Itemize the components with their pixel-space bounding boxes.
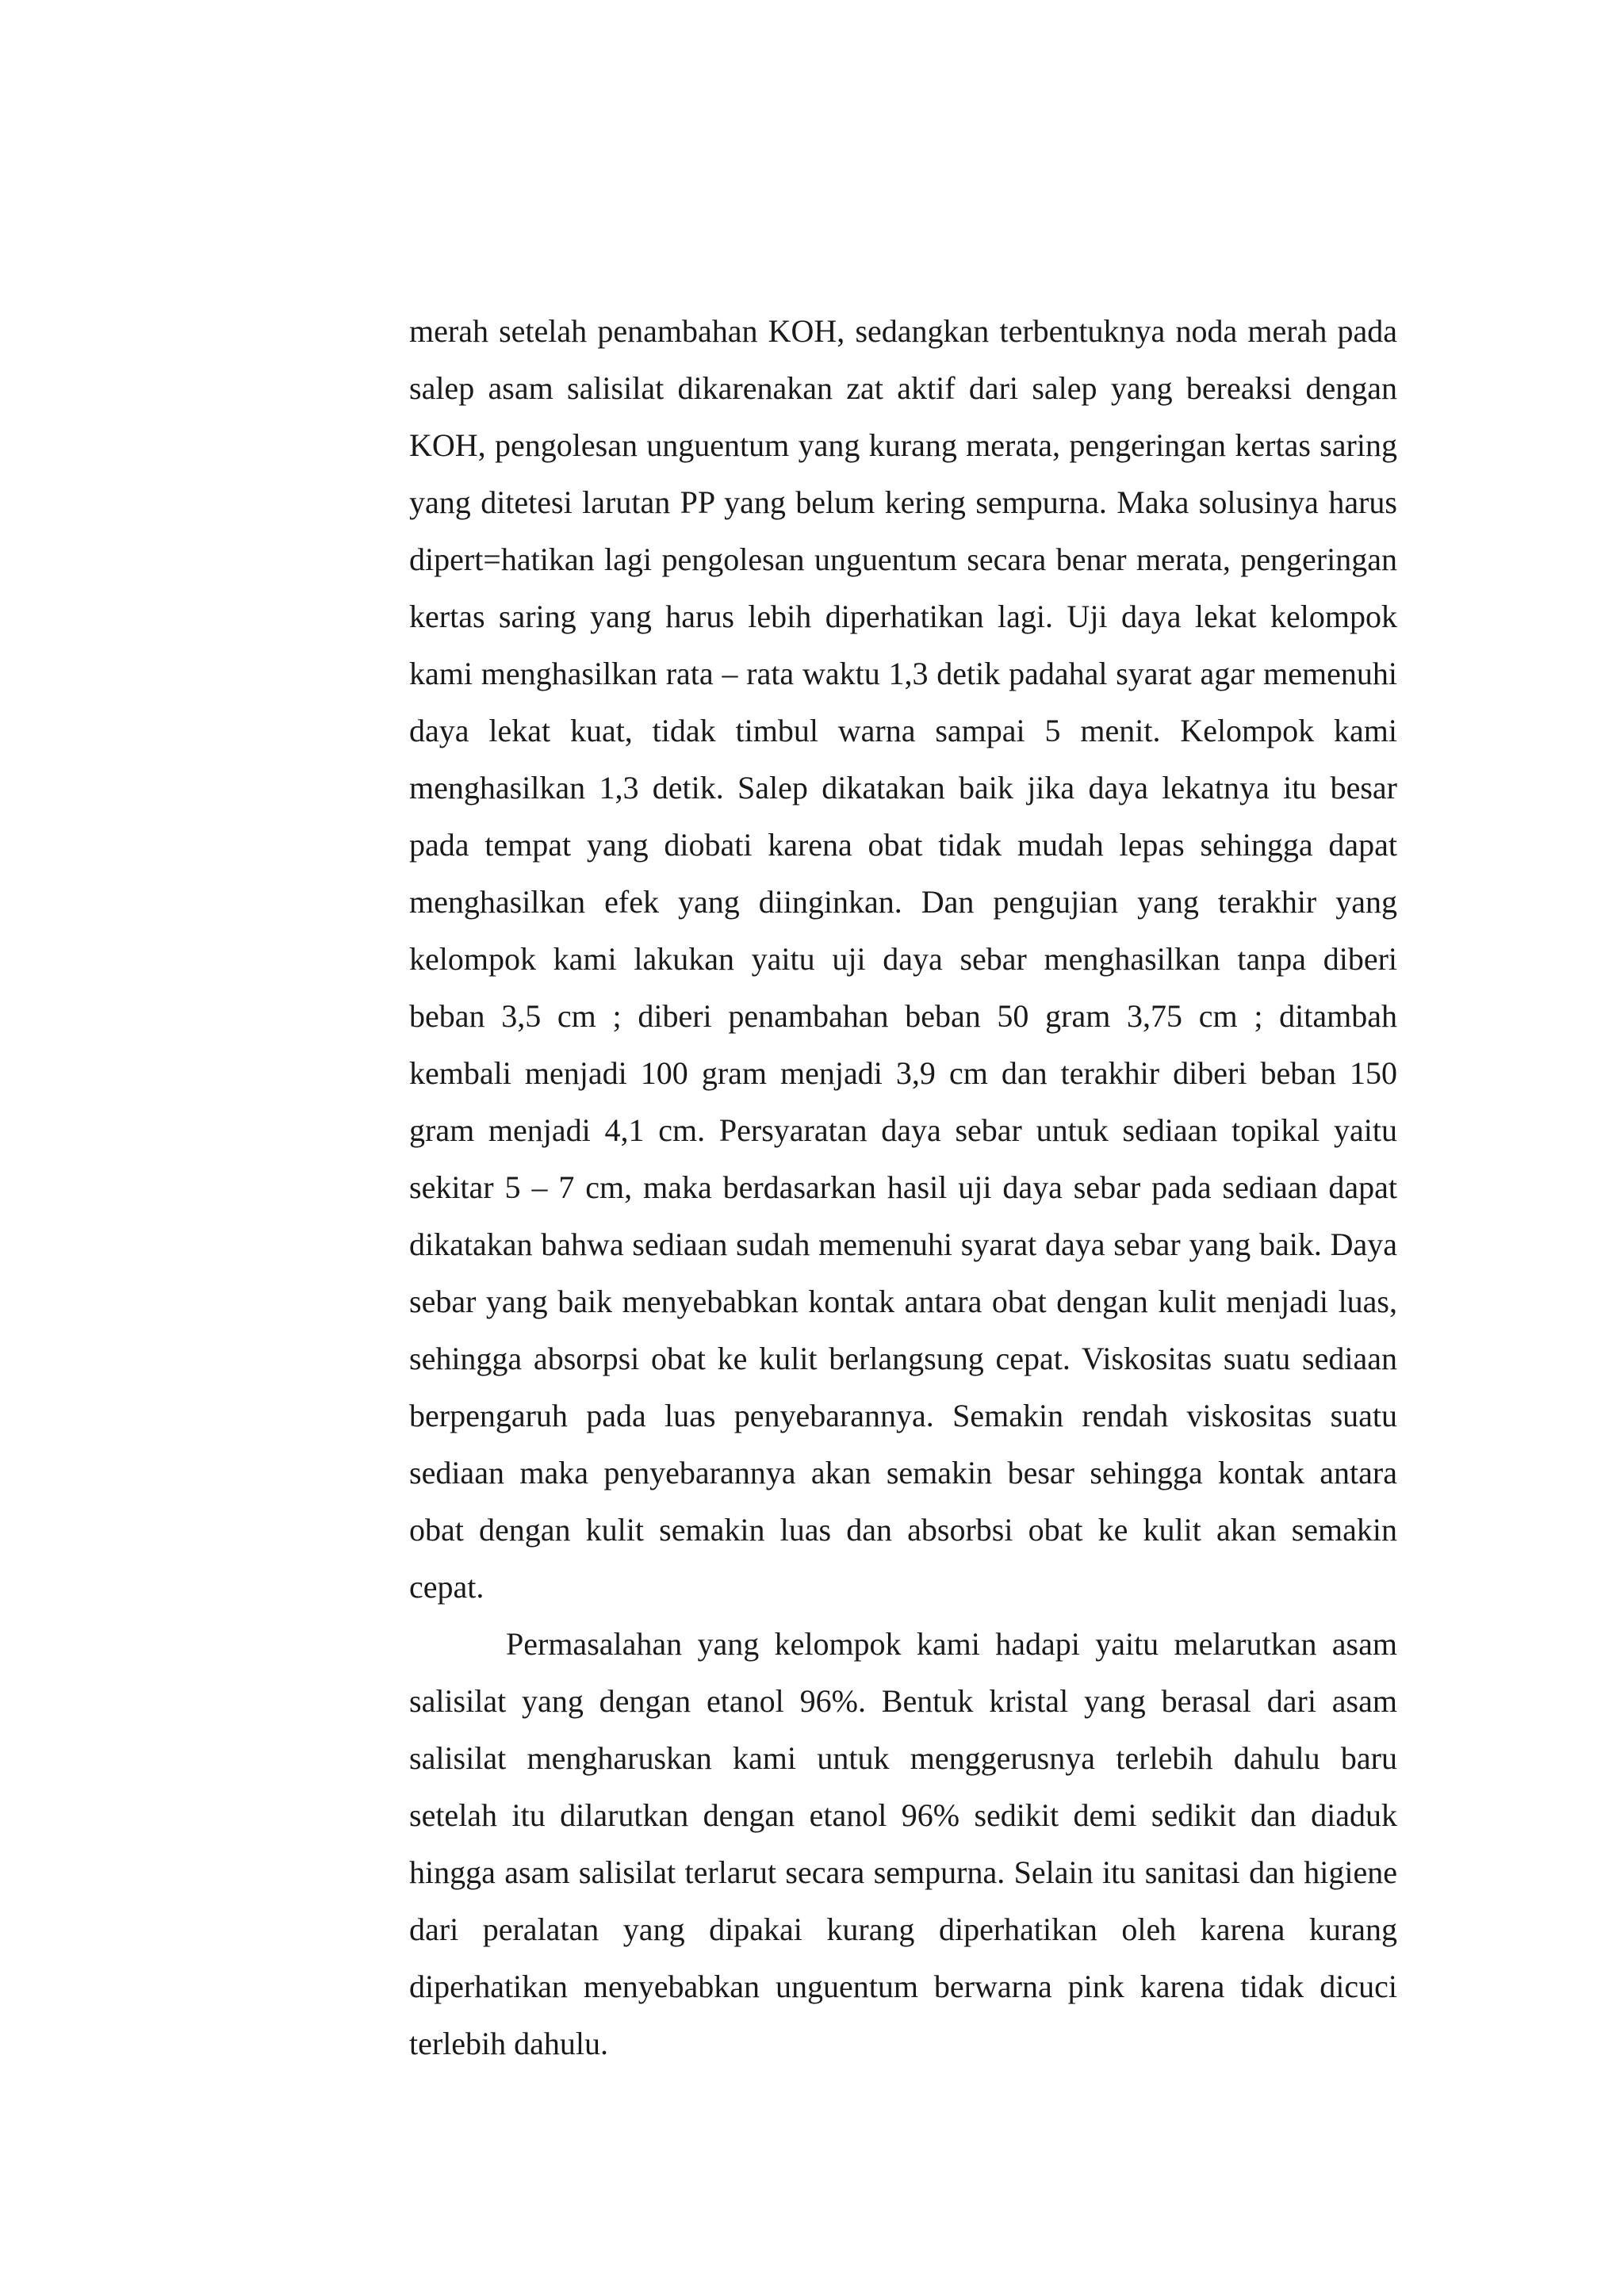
body-text bbox=[409, 303, 1397, 2072]
paragraph-discussion: merah setelah penambahan KOH, sedangkan terbentuknya noda merah pada salep asam salisilat dikarenakan zat aktif dari salep yang bereaksi dengan KOH, pengolesan unguentum yang kurang merata, pengeringan kertas saring yang ditetesi larutan PP yang belum kering sempurna. Maka solusinya harus dipert=hatikan lagi pengolesan unguentum secara benar merata, pengeringan kertas saring yang harus lebih diperhatikan lagi. Uji daya lekat kelompok kami menghasilkan rata – rata waktu 1,3 detik padahal syarat agar memenuhi daya lekat kuat, tidak timbul warna sampai 5 menit. Kelompok kami menghasilkan 1,3 detik. Salep dikatakan baik jika daya lekatnya itu besar pada tempat yang diobati karena obat tidak mudah lepas sehingga dapat menghasilkan efek yang diinginkan. Dan pengujian yang terakhir yang kelompok kami lakukan yaitu uji daya sebar menghasilkan tanpa diberi beban 3,5 cm ; diberi penambahan beban 50 gram 3,75 cm ; ditambah kembali menjadi 100 gram menjadi 3,9 cm dan terakhir diberi beban 150 gram menjadi 4,1 cm. Persyaratan daya sebar untuk sediaan topikal yaitu sekitar 5 – 7 cm, maka berdasarkan hasil uji daya sebar pada sediaan dapat dikatakan bahwa sediaan sudah memenuhi syarat daya sebar yang baik. Daya sebar yang baik menyebabkan kontak antara obat dengan kulit menjadi luas, sehingga absorpsi obat ke kulit berlangsung cepat. Viskositas suatu sediaan berpengaruh pada luas penyebarannya. Semakin rendah viskositas suatu sediaan maka penyebarannya akan semakin besar sehingga kontak antara obat dengan kulit semakin luas dan absorbsi obat ke kulit akan semakin cepat. bbox=[409, 313, 1397, 1605]
paragraph-problems: Permasalahan yang kelompok kami hadapi yaitu melarutkan asam salisilat yang dengan etanol 96%. Bentuk kristal yang berasal dari asam salisilat mengharuskan kami untuk menggerusnya terlebih dahulu baru setelah itu dilarutkan dengan etanol 96% sedikit demi sedikit dan diaduk hingga asam salisilat terlarut secara sempurna. Selain itu sanitasi dan higiene dari peralatan yang dipakai kurang diperhatikan oleh karena kurang diperhatikan menyebabkan unguentum berwarna pink karena tidak dicuci terlebih dahulu. bbox=[409, 1626, 1397, 2061]
